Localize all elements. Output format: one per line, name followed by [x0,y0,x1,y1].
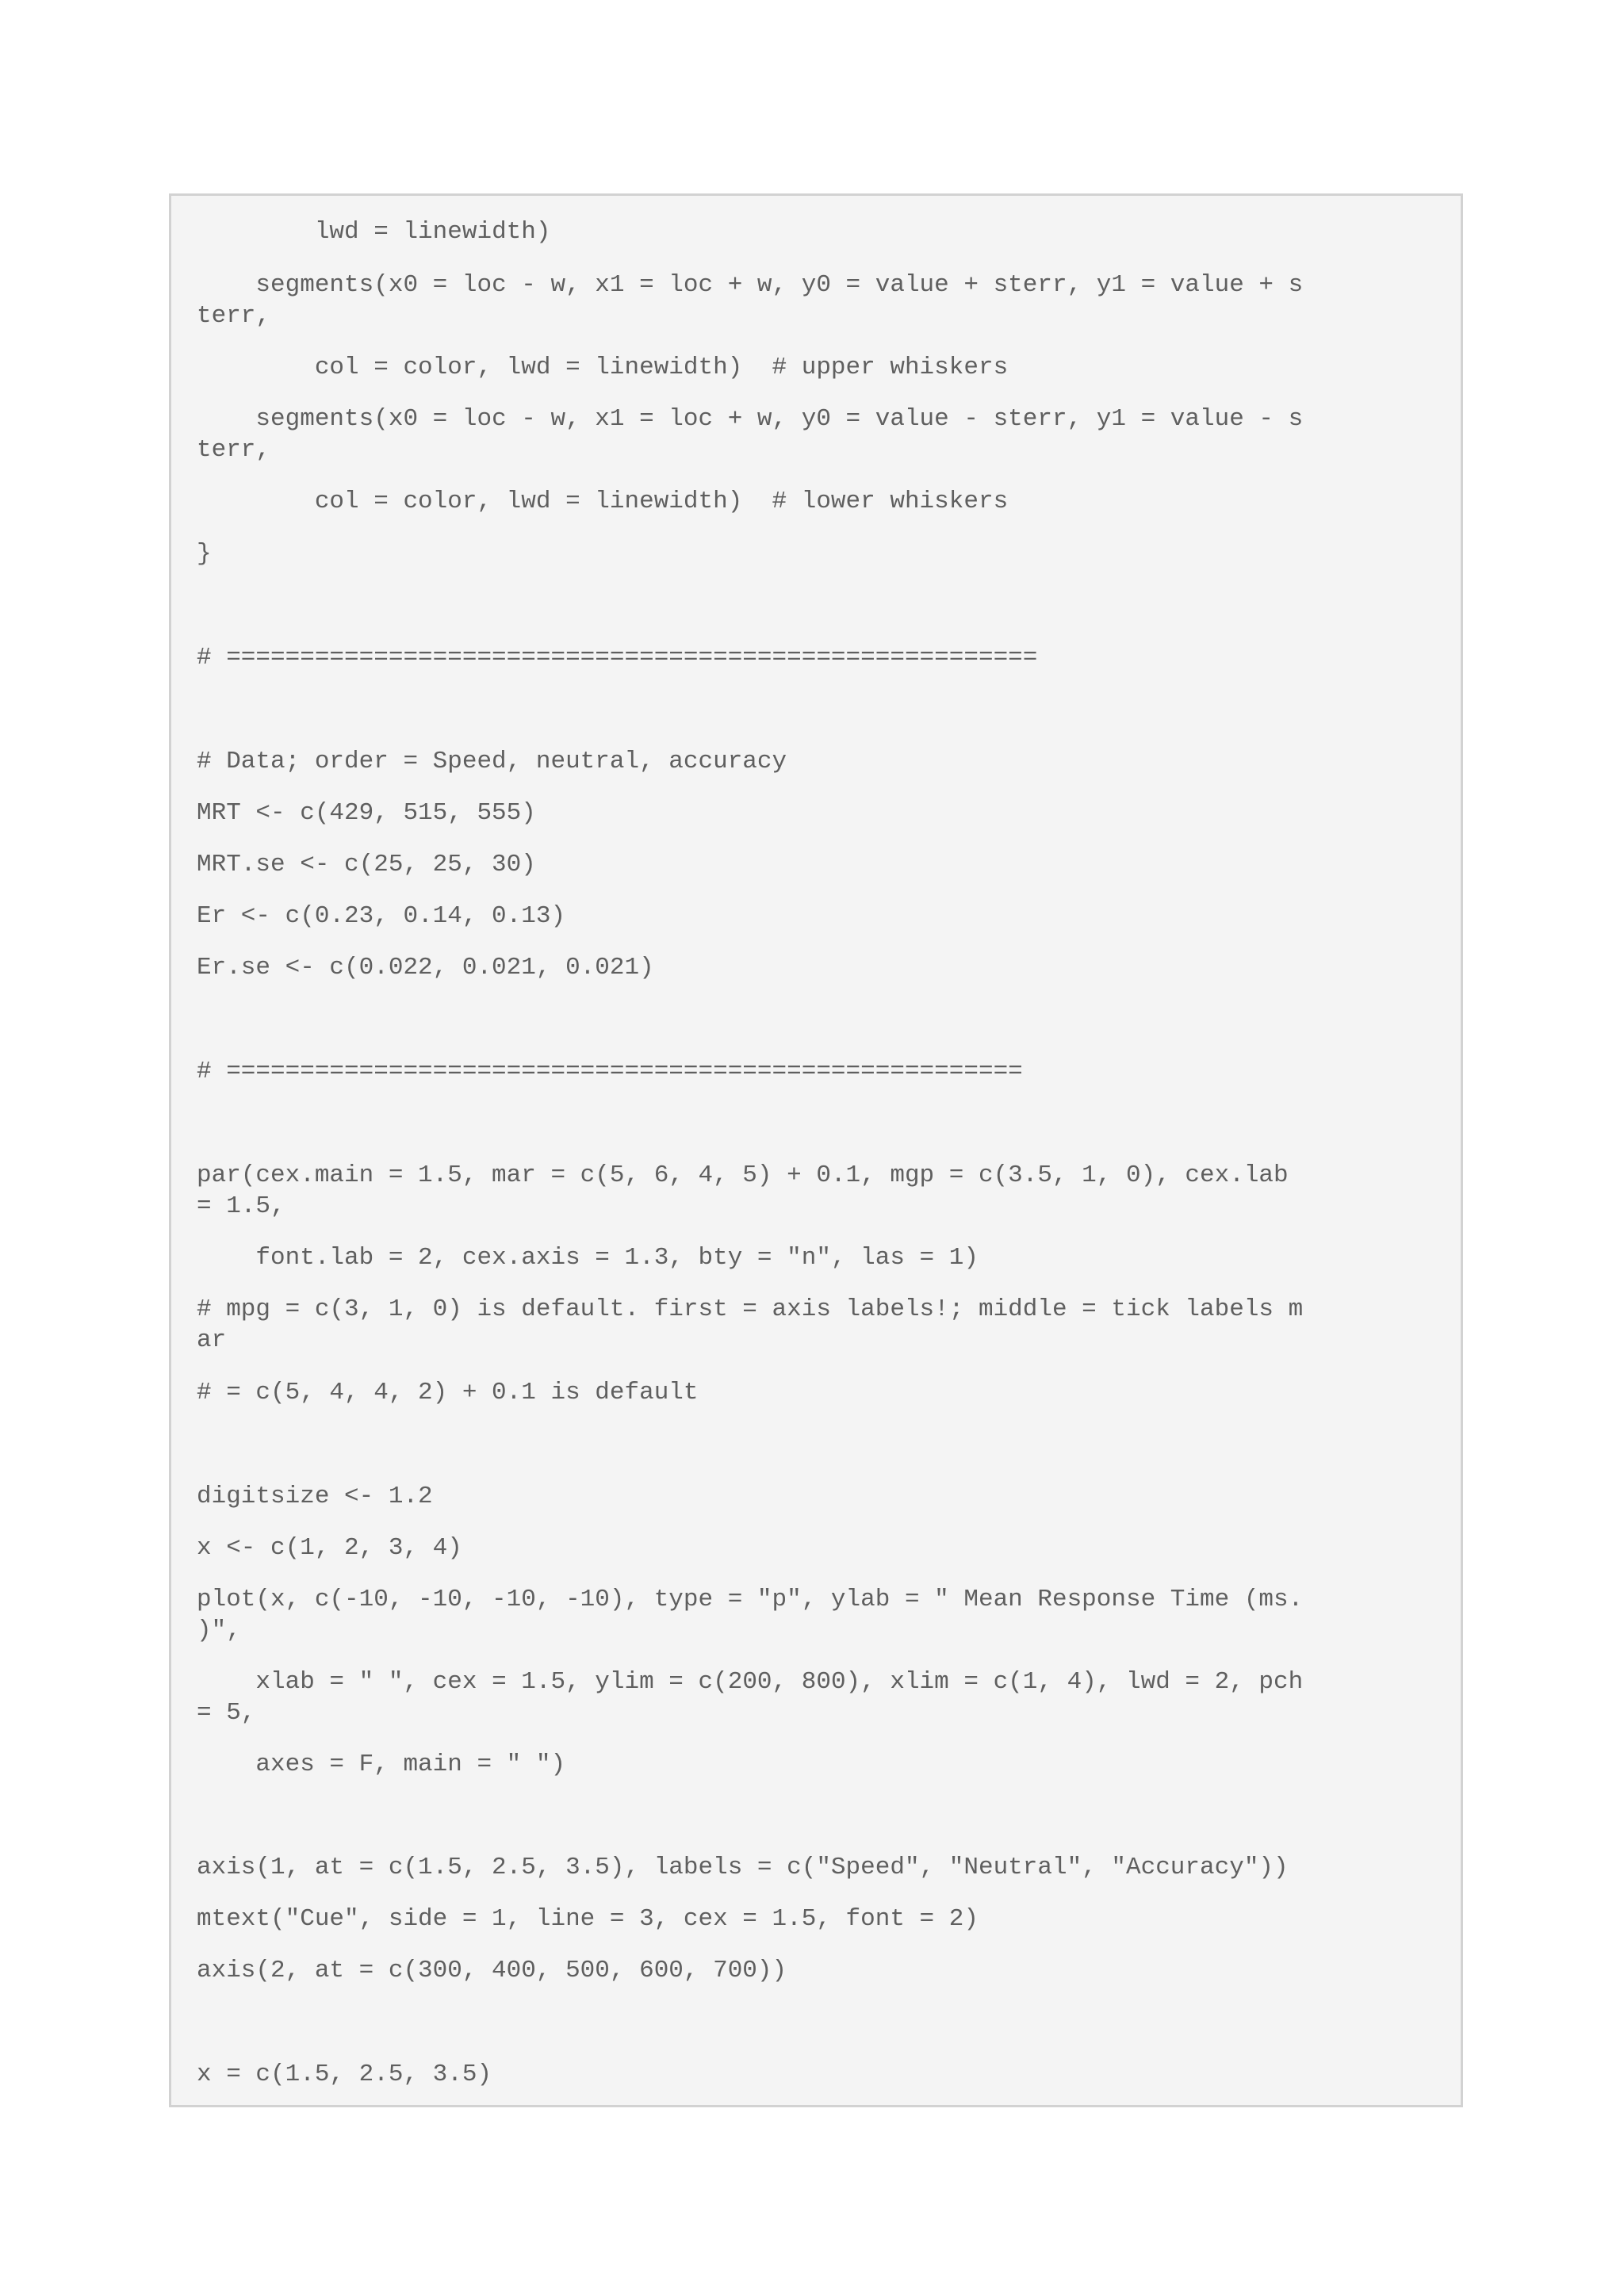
code-line: x <- c(1, 2, 3, 4) [197,1534,462,1562]
code-line: axes = F, main = " ") [197,1751,566,1778]
code-line: Er.se <- c(0.022, 0.021, 0.021) [197,954,654,982]
code-line: segments(x0 = loc - w, x1 = loc + w, y0 = value + sterr, y1 = value + s terr, [197,271,1304,330]
code-line: mtext("Cue", side = 1, line = 3, cex = 1.5, font = 2) [197,1905,979,1933]
code-line: plot(x, c(-10, -10, -10, -10), type = "p", ylab = " Mean Response Time (ms. )", [197,1586,1304,1644]
code-line: MRT <- c(429, 515, 555) [197,799,536,827]
code-line: # ====================================================== [197,1058,1023,1085]
code-line: segments(x0 = loc - w, x1 = loc + w, y0 = value - sterr, y1 = value - s terr, [197,405,1304,464]
code-line: MRT.se <- c(25, 25, 30) [197,851,536,878]
code-line: xlab = " ", cex = 1.5, ylim = c(200, 800), xlim = c(1, 4), lwd = 2, pch = 5, [197,1668,1304,1727]
code-line: } [197,540,212,568]
code-line: par(cex.main = 1.5, mar = c(5, 6, 4, 5) + 0.1, mgp = c(3.5, 1, 0), cex.lab = 1.5, [197,1161,1289,1220]
code-line: axis(2, at = c(300, 400, 500, 600, 700)) [197,1957,787,1984]
code-line: lwd = linewidth) [197,218,551,246]
code-line: axis(1, at = c(1.5, 2.5, 3.5), labels = c("Speed", "Neutral", "Accuracy")) [197,1854,1289,1881]
code-line: # ======================================================= [197,644,1038,672]
code-line: col = color, lwd = linewidth) # upper whiskers [197,354,1009,381]
code-line: # Data; order = Speed, neutral, accuracy [197,748,787,775]
code-block [169,193,1463,2107]
code-line: Er <- c(0.23, 0.14, 0.13) [197,902,566,930]
code-line: font.lab = 2, cex.axis = 1.3, bty = "n", las = 1) [197,1244,979,1272]
code-line: # = c(5, 4, 4, 2) + 0.1 is default [197,1379,699,1406]
code-line: col = color, lwd = linewidth) # lower whiskers [197,488,1009,515]
code-line: x = c(1.5, 2.5, 3.5) [197,2061,492,2088]
code-line: # mpg = c(3, 1, 0) is default. first = axis labels!; middle = tick labels m ar [197,1295,1304,1354]
code-line: digitsize <- 1.2 [197,1483,433,1510]
